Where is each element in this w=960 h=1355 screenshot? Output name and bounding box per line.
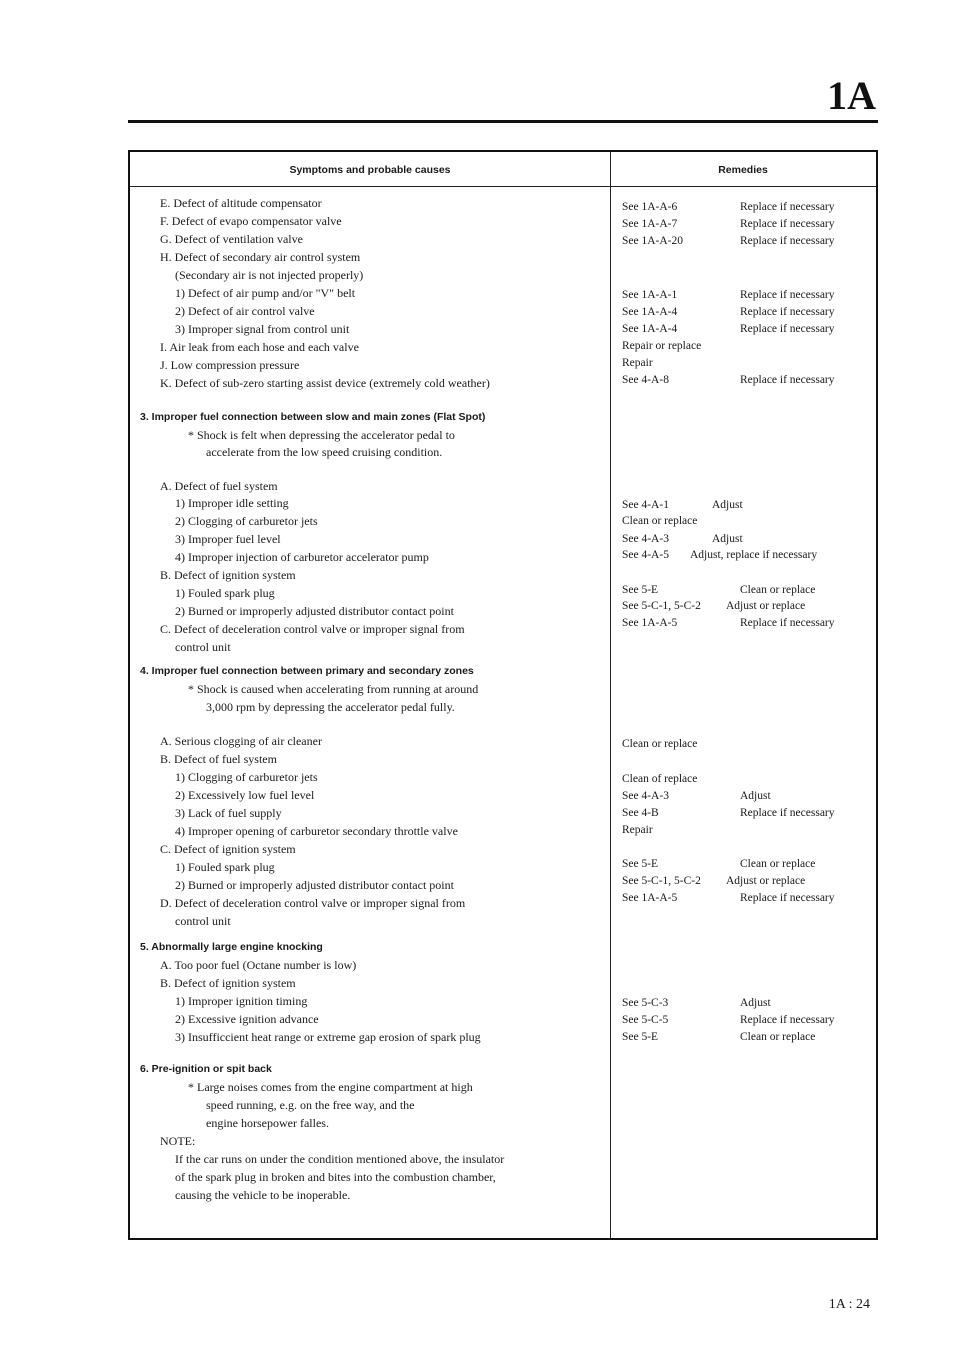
symptom-line: 2) Excessively low fuel level [175, 788, 315, 802]
column-divider [610, 152, 611, 1238]
symptom-line: B. Defect of ignition system [160, 568, 296, 582]
remedy-action: Replace if necessary [740, 201, 835, 213]
remedy-reference: See 1A-A-5 [622, 617, 678, 629]
symptoms-column-header: Symptoms and probable causes [289, 164, 451, 176]
symptom-line: 3) Improper fuel level [175, 532, 281, 546]
remedy-reference: See 5-C-1, 5-C-2 [622, 875, 701, 887]
remedy-reference: Repair [622, 357, 653, 369]
symptom-line: 1) Clogging of carburetor jets [175, 770, 318, 784]
section-heading: 4. Improper fuel connection between primary and secondary zones [140, 665, 474, 677]
remedy-reference: Clean or replace [622, 515, 698, 527]
remedy-action: Clean or replace [740, 858, 816, 870]
symptom-line: 1) Fouled spark plug [175, 586, 275, 600]
remedy-action: Clean or replace [740, 1031, 816, 1043]
remedies-column-header: Remedies [718, 164, 768, 176]
symptom-line: B. Defect of ignition system [160, 976, 296, 990]
symptom-line: 2) Defect of air control valve [175, 304, 315, 318]
symptom-line: A. Too poor fuel (Octane number is low) [160, 958, 357, 972]
remedy-action: Replace if necessary [740, 218, 835, 230]
remedy-reference: Repair or replace [622, 340, 702, 352]
section-heading: 6. Pre-ignition or spit back [140, 1063, 272, 1075]
symptom-line: 3) Improper signal from control unit [175, 322, 350, 336]
remedy-action: Adjust or replace [726, 600, 806, 612]
section-heading: 5. Abnormally large engine knocking [140, 941, 323, 953]
symptom-line: H. Defect of secondary air control system [160, 250, 361, 264]
remedy-action: Clean or replace [740, 584, 816, 596]
remedy-action: Replace if necessary [740, 807, 835, 819]
symptom-line: speed running, e.g. on the free way, and the [206, 1098, 415, 1112]
symptom-line: 4) Improper opening of carburetor secondary throttle valve [175, 824, 458, 838]
symptom-line: 1) Improper idle setting [175, 496, 289, 510]
symptom-line: I. Air leak from each hose and each valve [160, 340, 359, 354]
symptom-line: If the car runs on under the condition mentioned above, the insulator [175, 1152, 505, 1166]
remedy-reference: See 5-E [622, 1031, 659, 1043]
remedy-reference: See 1A-A-1 [622, 289, 678, 301]
header-divider [130, 186, 876, 187]
symptom-line: 3) Lack of fuel supply [175, 806, 282, 820]
remedy-reference: Repair [622, 824, 653, 836]
symptom-line: B. Defect of fuel system [160, 752, 277, 766]
symptom-line: 2) Clogging of carburetor jets [175, 514, 318, 528]
remedy-reference: Clean of replace [622, 773, 698, 785]
remedy-reference: See 1A-A-4 [622, 306, 678, 318]
symptom-line: K. Defect of sub-zero starting assist device (extremely cold weather) [160, 376, 490, 390]
remedy-reference: See 4-A-8 [622, 374, 669, 386]
symptom-line: accelerate from the low speed cruising condition. [206, 445, 443, 459]
symptom-line: 2) Burned or improperly adjusted distributor contact point [175, 878, 454, 892]
symptom-line: 1) Fouled spark plug [175, 860, 275, 874]
symptom-line: 1) Improper ignition timing [175, 994, 308, 1008]
symptom-line: 3) Insufficcient heat range or extreme gap erosion of spark plug [175, 1030, 481, 1044]
symptom-line: 2) Burned or improperly adjusted distributor contact point [175, 604, 454, 618]
remedy-action: Replace if necessary [740, 617, 835, 629]
symptom-line: causing the vehicle to be inoperable. [175, 1188, 351, 1202]
remedy-action: Adjust or replace [726, 875, 806, 887]
section-heading: 3. Improper fuel connection between slow and main zones (Flat Spot) [140, 411, 486, 423]
symptom-line: C. Defect of ignition system [160, 842, 296, 856]
symptom-line: control unit [175, 914, 231, 928]
symptom-line: 4) Improper injection of carburetor accelerator pump [175, 550, 429, 564]
remedy-action: Adjust [740, 997, 771, 1009]
remedy-reference: See 5-C-5 [622, 1014, 669, 1026]
remedy-reference: See 4-A-1 [622, 499, 669, 511]
remedy-action: Replace if necessary [740, 1014, 835, 1026]
symptom-line: A. Defect of fuel system [160, 479, 278, 493]
remedy-reference: See 4-A-3 [622, 533, 669, 545]
symptom-line: of the spark plug in broken and bites into the combustion chamber, [175, 1170, 496, 1184]
remedy-reference: See 4-A-3 [622, 790, 669, 802]
remedy-reference: See 4-B [622, 807, 659, 819]
remedy-reference: See 5-E [622, 584, 659, 596]
symptom-line: NOTE: [160, 1134, 196, 1148]
remedy-action: Adjust [740, 790, 771, 802]
remedy-reference: See 1A-A-5 [622, 892, 678, 904]
remedy-reference: See 5-C-1, 5-C-2 [622, 600, 701, 612]
section-code: 1A [827, 73, 876, 118]
remedy-action: Replace if necessary [740, 374, 835, 386]
symptom-line: D. Defect of deceleration control valve or improper signal from [160, 896, 466, 910]
remedy-reference: See 1A-A-20 [622, 235, 683, 247]
remedy-reference: See 1A-A-7 [622, 218, 678, 230]
symptom-line: G. Defect of ventilation valve [160, 232, 303, 246]
symptom-line: control unit [175, 640, 231, 654]
symptom-line: C. Defect of deceleration control valve or improper signal from [160, 622, 465, 636]
remedy-reference: See 5-C-3 [622, 997, 669, 1009]
symptom-line: engine horsepower falles. [206, 1116, 329, 1130]
remedy-action: Replace if necessary [740, 235, 835, 247]
symptom-line: A. Serious clogging of air cleaner [160, 734, 322, 748]
remedy-action: Adjust [712, 533, 743, 545]
remedy-action: Replace if necessary [740, 289, 835, 301]
remedy-reference: Clean or replace [622, 738, 698, 750]
page-number: 1A : 24 [828, 1297, 870, 1312]
symptom-line: 3,000 rpm by depressing the accelerator pedal fully. [206, 700, 455, 714]
symptom-line: (Secondary air is not injected properly) [175, 268, 364, 282]
remedy-reference: See 4-A-5 [622, 549, 669, 561]
remedy-reference: See 5-E [622, 858, 659, 870]
header-rule [128, 120, 878, 123]
symptom-line: * Shock is felt when depressing the accelerator pedal to [188, 428, 455, 442]
remedy-action: Replace if necessary [740, 892, 835, 904]
symptom-line: 2) Excessive ignition advance [175, 1012, 319, 1026]
symptom-line: E. Defect of altitude compensator [160, 196, 322, 210]
remedy-action: Replace if necessary [740, 323, 835, 335]
remedy-action: Adjust [712, 499, 743, 511]
remedy-reference: See 1A-A-6 [622, 201, 678, 213]
troubleshooting-table [128, 150, 878, 1240]
remedy-action: Adjust, replace if necessary [690, 549, 818, 561]
symptom-line: F. Defect of evapo compensator valve [160, 214, 342, 228]
symptom-line: * Shock is caused when accelerating from running at around [188, 682, 479, 696]
remedy-action: Replace if necessary [740, 306, 835, 318]
remedy-reference: See 1A-A-4 [622, 323, 678, 335]
symptom-line: * Large noises comes from the engine compartment at high [188, 1080, 473, 1094]
symptom-line: 1) Defect of air pump and/or "V" belt [175, 286, 356, 300]
symptom-line: J. Low compression pressure [160, 358, 300, 372]
